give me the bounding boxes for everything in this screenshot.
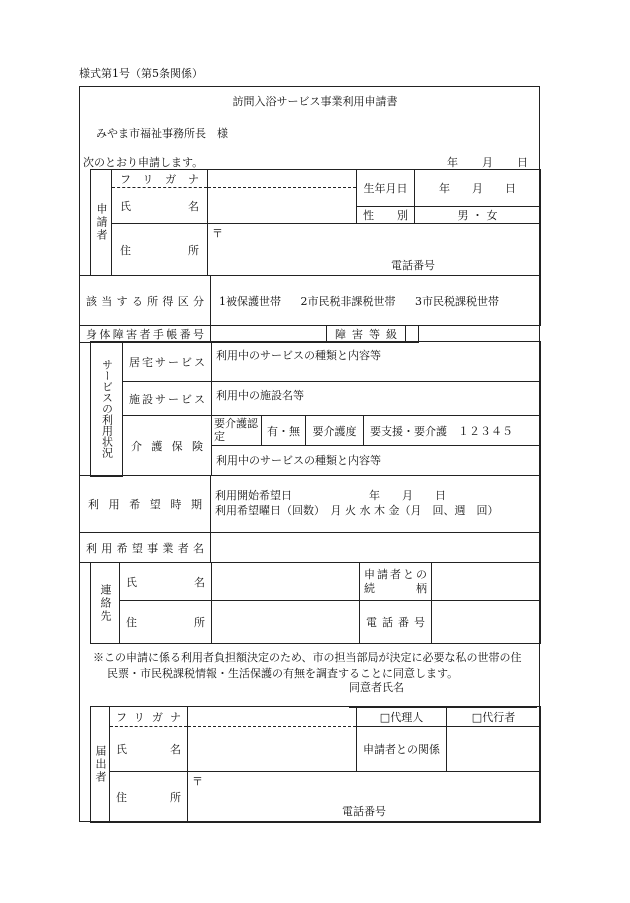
name-field[interactable] bbox=[208, 188, 357, 224]
notifier-furigana-label: フリガナ bbox=[110, 707, 188, 727]
date-day: 日 bbox=[517, 156, 528, 169]
contact-phone-field[interactable] bbox=[432, 601, 541, 644]
timing-table bbox=[79, 475, 541, 563]
care-level-label: 要介護度 bbox=[306, 416, 364, 446]
sex-label: 性別 bbox=[357, 207, 415, 224]
notifier-address-label: 住所 bbox=[110, 772, 188, 823]
address-field[interactable] bbox=[208, 224, 541, 276]
facility-service-field[interactable]: 利用中の施設名等 bbox=[212, 382, 541, 416]
home-service-field[interactable]: 利用中のサービスの種類と内容等 bbox=[212, 342, 541, 382]
agent-checkbox[interactable]: □代行者 bbox=[447, 707, 541, 727]
care-insurance-label: 介護保険 bbox=[123, 416, 212, 476]
home-service-label: 居宅サービス bbox=[123, 342, 212, 382]
contact-name-field[interactable] bbox=[212, 563, 360, 601]
date-year: 年 bbox=[447, 156, 458, 169]
consent-line-1: ※この申請に係る利用者負担額決定のため、市の担当部局が決定に必要な私の世帯の住 bbox=[93, 651, 522, 664]
proxy-checkbox[interactable]: □代理人 bbox=[357, 707, 447, 727]
notifier-name-field[interactable] bbox=[188, 727, 357, 772]
notifier-relation-label: 申請者との関係 bbox=[357, 727, 447, 772]
contact-section-label: 連絡先 bbox=[91, 563, 120, 644]
service-section-label: サービスの利用状況 bbox=[91, 342, 123, 477]
phone-label: 電話番号 bbox=[391, 259, 435, 272]
service-table bbox=[90, 341, 541, 477]
contact-address-label: 住所 bbox=[120, 601, 212, 644]
handbook-label: 身体障害者手帳番号 bbox=[80, 326, 211, 343]
contact-name-label: 氏名 bbox=[120, 563, 212, 601]
date-month: 月 bbox=[482, 156, 493, 169]
start-date-line: 利用開始希望日 年 月 日 bbox=[215, 489, 446, 503]
notifier-name-label: 氏名 bbox=[110, 727, 188, 772]
applicant-table bbox=[90, 169, 541, 276]
consent-signature-label: 同意者氏名 bbox=[349, 681, 404, 694]
applicant-section-label: 申請者 bbox=[91, 170, 112, 276]
notifier-phone-label: 電話番号 bbox=[342, 805, 386, 818]
income-label: 該当する所得区分 bbox=[80, 276, 211, 326]
addressee: みやま市福祉事務所長 様 bbox=[96, 127, 228, 140]
form-title: 訪問入浴サービス事業利用申請書 bbox=[232, 95, 398, 108]
care-service-field[interactable]: 利用中のサービスの種類と内容等 bbox=[212, 446, 541, 476]
name-label: 氏名 bbox=[112, 188, 208, 224]
care-level-field[interactable]: 要支援・要介護 １２３４５ bbox=[364, 416, 541, 446]
income-option-3[interactable]: 3市民税課税世帯 bbox=[415, 294, 499, 308]
facility-service-label: 施設サービス bbox=[123, 382, 212, 416]
income-option-1[interactable]: 1被保護世帯 bbox=[219, 294, 281, 308]
form-number: 様式第1号（第5条関係） bbox=[79, 67, 203, 80]
birth-field[interactable]: 年 月 日 bbox=[415, 170, 541, 207]
postal-mark: 〒 bbox=[212, 227, 223, 240]
furigana-field[interactable] bbox=[208, 170, 357, 188]
provider-field[interactable] bbox=[211, 533, 541, 563]
notifier-section-label: 届出者 bbox=[91, 707, 110, 823]
income-table bbox=[79, 275, 541, 326]
timing-field[interactable] bbox=[211, 476, 541, 533]
contact-address-field[interactable] bbox=[212, 601, 360, 644]
timing-label: 利用希望時期 bbox=[80, 476, 211, 533]
grade-field[interactable] bbox=[406, 326, 419, 343]
contact-table bbox=[90, 562, 541, 644]
cert-field[interactable]: 有・無 bbox=[262, 416, 306, 446]
notifier-address-field[interactable] bbox=[188, 772, 541, 823]
contact-relation-label: 申請者との続柄 bbox=[360, 563, 432, 601]
contact-phone-label: 電話番号 bbox=[360, 601, 432, 644]
handbook-field[interactable] bbox=[211, 326, 327, 343]
income-options[interactable] bbox=[211, 276, 541, 326]
grade-label: 障害等級 bbox=[327, 326, 406, 343]
address-label: 住所 bbox=[112, 224, 208, 276]
intro-text: 次のとおり申請します。 bbox=[83, 156, 204, 169]
birth-label: 生年月日 bbox=[357, 170, 415, 207]
cert-label: 要介護認定 bbox=[212, 416, 262, 446]
weekday-line: 利用希望曜日（回数） 月 火 水 木 金（月 回、週 回） bbox=[215, 504, 499, 517]
disability-blank bbox=[419, 326, 541, 343]
income-option-2[interactable]: 2市民税非課税世帯 bbox=[300, 294, 396, 308]
sex-field[interactable]: 男 ・ 女 bbox=[415, 207, 541, 224]
contact-relation-field[interactable] bbox=[432, 563, 541, 601]
notifier-table bbox=[90, 706, 541, 823]
notifier-postal-mark: 〒 bbox=[192, 775, 203, 788]
consent-line-2: 民票・市民税課税情報・生活保護の有無を調査することに同意します。 bbox=[107, 667, 459, 680]
provider-label: 利用希望事業者名 bbox=[80, 533, 211, 563]
furigana-label: フリガナ bbox=[112, 170, 208, 188]
notifier-relation-field[interactable] bbox=[447, 727, 541, 772]
notifier-furigana-field[interactable] bbox=[188, 707, 357, 727]
